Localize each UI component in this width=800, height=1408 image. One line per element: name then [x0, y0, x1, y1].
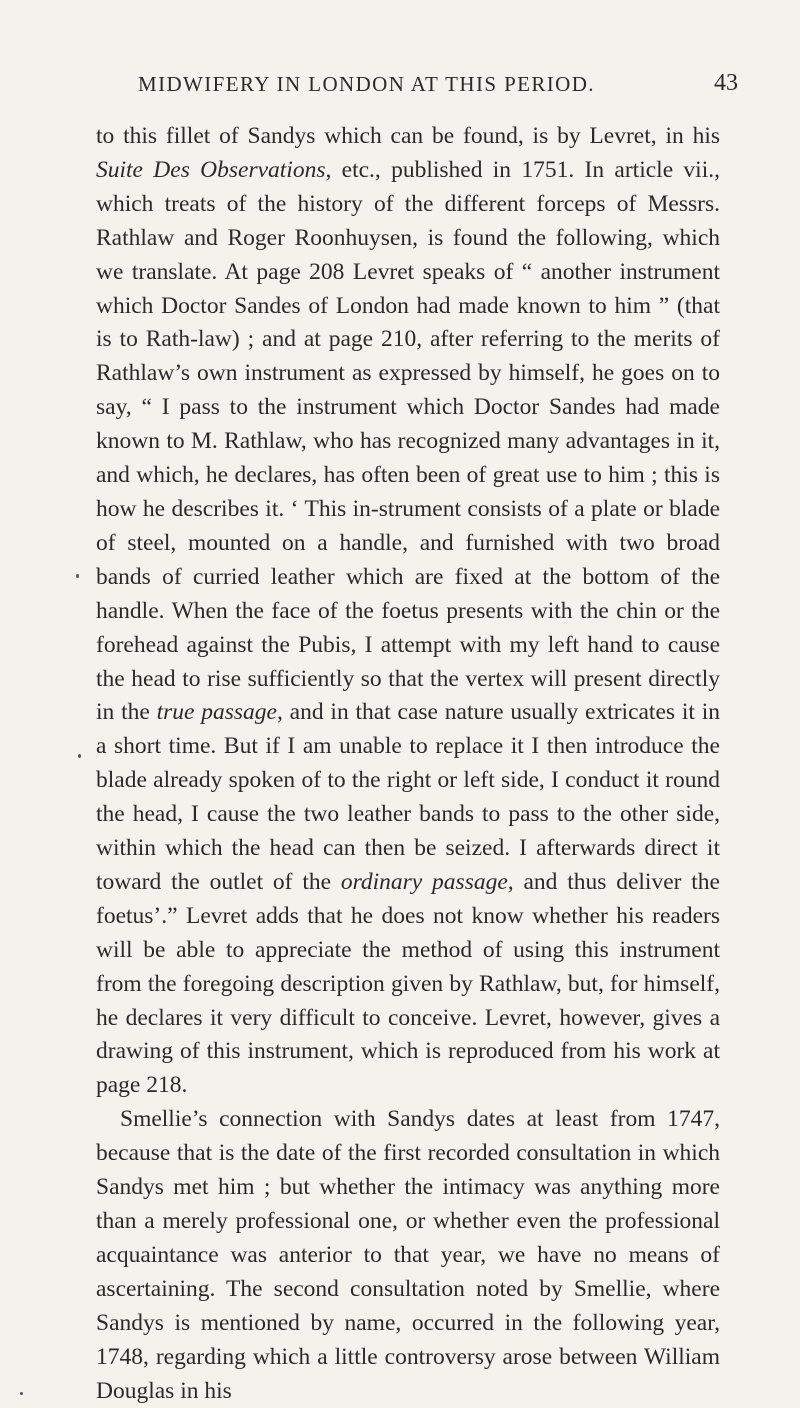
paragraph-levret [96, 120, 720, 1103]
paragraph-text: , and thus deliver the foetus’.” Levret adds that he does not know whether his readers will be able to appreciate the method of using this instrument from the foregoing description given by Rathlaw, but, for himself, he declares it very difficult to conceive. Levret, however, gives a drawing of this instrument, which is reproduced from his work at page 218. [96, 868, 720, 1099]
running-header [138, 72, 738, 106]
body-text [96, 120, 720, 1408]
speck [20, 1392, 23, 1395]
speck [76, 574, 79, 578]
paragraph-text: , etc., published in 1751. In article vii., which treats of the history of the different forceps of Messrs. Rathlaw and Roger Roonhuysen, is found the following, which we translate. At page 208 Levret speaks of “ another instrument which Doctor Sandes of London had made known to him ” (that is to Rath-law) ; and at page 210, after referring to the merits of Rathlaw’s own instrument as expressed by himself, he goes on to say, “ I pass to the instrument which Doctor Sandes had made known to M. Rathlaw, who has recognized many advantages in it, and which, he declares, has often been of great use to him ; this is how he describes it. ‘ This in-strument consists of a plate or blade of steel, mounted on a handle, and furnished with two broad bands of curried leather which are fixed at the bottom of the handle. When the face of the foetus presents with the chin or the forehead against the Pubis, I attempt with my left hand to cause the head to rise sufficiently so that the vertex will present directly in the [96, 156, 720, 726]
speck [78, 754, 81, 758]
italic-phrase: ordinary passage [340, 868, 508, 895]
paragraph-smellie [96, 1103, 720, 1408]
italic-phrase: true passage [156, 699, 277, 726]
paragraph-text: Smellie’s connection with Sandys dates at least from 1747, because that is the date of the first recorded consultation in which Sandys met him ; but whether the intimacy was anything more than a merely professional one, or whether even the professional acquaintance was anterior to that year, we have no means of ascertaining. The second consultation noted by Smellie, where Sandys is mentioned by name, occurred in the following year, 1748, regarding which a little controversy arose between William Douglas in his [96, 1106, 720, 1404]
paragraph-text: to this fillet of Sandys which can be found, is by Levret, in his [96, 123, 720, 149]
italic-title: Suite Des Observations [96, 156, 326, 183]
running-title: MIDWIFERY IN LONDON AT THIS PERIOD. [138, 72, 595, 96]
paragraph-text: , and in that case nature usually extricates it in a short time. But if I am unable to replace it I then introduce the blade already spoken of to the right or left side, I conduct it round the head, I cause the two leather bands to pass to the other side, within which the head can then be seized. I afterwards direct it toward the outlet of the [96, 699, 720, 895]
page-number: 43 [714, 70, 738, 96]
